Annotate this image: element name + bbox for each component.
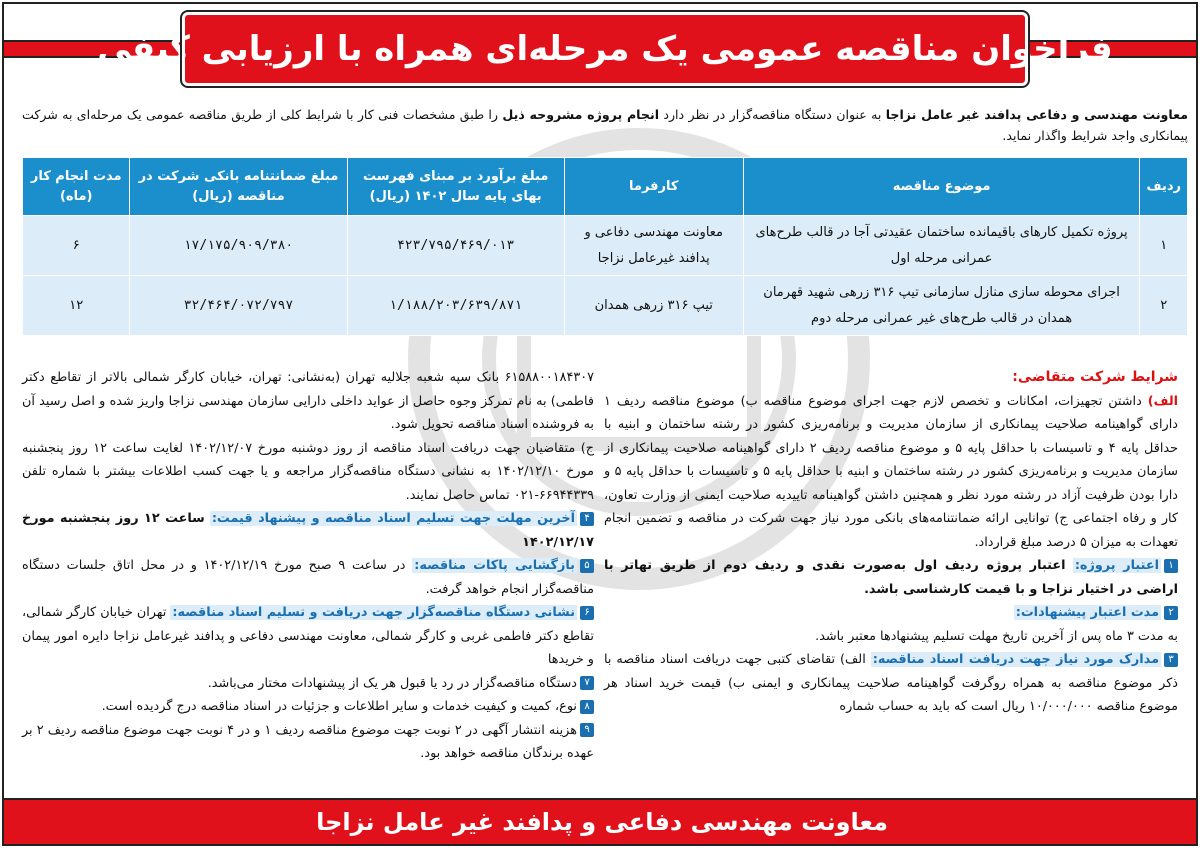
cell-estimate: ۱/۱۸۸/۲۰۳/۶۳۹/۸۷۱ (347, 276, 564, 336)
item-4-text: ساعت ۱۲ روز پنجشنبه مورخ ۱۴۰۲/۱۲/۱۷ (22, 511, 594, 550)
item-number-badge: ۳ (1164, 653, 1178, 667)
col-header-duration: مدت انجام کار (ماه) (23, 158, 130, 216)
item-1-text: اعتبار پروژه ردیف اول به‌صورت نقدی و ردیف دوم از طریق تهاتر با اراضی در اختیار نزاجا و با قیمت کارشناسی باشد. (604, 558, 1178, 597)
intro-bold2: انجام پروژه مشروحه ذیل (502, 107, 660, 122)
item-6-text: تهران خیابان کارگر شمالی، تقاطع دکتر فاطمی غربی و کارگر شمالی، معاونت مهندسی دفاعی و پدافند غیرعامل نزاجا دایره امور پیمان و خریدها (22, 605, 594, 667)
conditions-heading: شرایط شرکت متقاضی: (1012, 369, 1178, 385)
table-row (23, 216, 1188, 276)
cell-row-number: ۱ (1140, 216, 1188, 276)
item-6 (22, 601, 594, 672)
item-8-text: نوع، کمیت و کیفیت خدمات و سایر اطلاعات و جزئیات در اسناد مناقصه درج گردیده است. (101, 699, 577, 714)
item-4-label: آخرین مهلت جهت تسلیم اسناد مناقصه و پیشنهاد قیمت: (211, 511, 575, 526)
item-1 (604, 554, 1178, 601)
cell-guarantee: ۱۷/۱۷۵/۹۰۹/۳۸۰ (130, 216, 347, 276)
cell-row-number: ۲ (1140, 276, 1188, 336)
item-5 (22, 554, 594, 601)
details-column (22, 366, 594, 766)
footer-text: معاونت مهندسی دفاعی و پدافند غیر عامل نزاجا (316, 808, 888, 836)
item-number-badge: ۹ (580, 723, 594, 737)
col-header-subject: موضوع مناقصه (743, 158, 1140, 216)
intro-org: معاونت مهندسی و دفاعی پدافند غیر عامل نزاجا (885, 107, 1189, 122)
notice-frame (2, 2, 1198, 846)
conditions-alef (604, 390, 1178, 555)
alef-text: داشتن تجهیزات، امکانات و تخصص لازم جهت اجرای موضوع مناقصه ب) موضوع مناقصه ردیف ۱ دارای گواهینامه صلاحیت پیمانکاری از سازمان مدیریت و برنامه‌ریزی کشور در رشته ساختمان و ابنیه با حداقل پایه ۴ و تاسیسات با حداقل پایه ۵ و موضوع مناقصه ردیف ۲ دارای گواهینامه صلاحیت پیمانکاری از سازمان مدیریت و برنامه‌ریزی کشور در رشته ساختمان و ابنیه با حداقل پایه ۵ و تاسیسات با حداقل پایه ۵ و دارا بودن ظرفیت آزاد در رشته مورد نظر و همچنین داشتن گواهینامه تاییدیه صلاحیت ایمنی از وزارت تعاون، کار و رفاه اجتماعی ج) توانایی ارائه ضمانتنامه‌های بانکی مورد نیاز جهت شرکت در مناقصه و تضمین انجام تعهدات به میزان ۵ درصد مبلغ قرارداد. (604, 393, 1178, 550)
item-9 (22, 719, 594, 766)
item-1-label: اعتبار پروژه: (1074, 558, 1159, 573)
cell-subject: اجرای محوطه سازی منازل سازمانی تیپ ۳۱۶ زرهی شهید قهرمان همدان در قالب طرح‌های غیر عمرانی مرحله دوم (743, 276, 1140, 336)
col-header-guarantee: مبلغ ضمانتنامه بانکی شرکت در مناقصه (ریال) (130, 158, 347, 216)
cell-employer: معاونت مهندسی دفاعی و پدافند غیرعامل نزاجا (564, 216, 743, 276)
item-3 (604, 648, 1178, 719)
alef-label: الف) (1147, 393, 1179, 409)
account-paragraph: ۶۱۵۸۸۰۰۱۸۴۳۰۷ بانک سپه شعبه جلالیه تهران (به‌نشانی: تهران، خیابان کارگر شمالی بالاتر از تقاطع دکتر فاطمی) به نام تمرکز وجوه حاصل از عواید داخلی دارایی سازمان مهندسی نزاجا واریز شده و اصل رسید آن به فروشنده اسناد مناقصه تحویل شود. (22, 370, 594, 432)
item-2-text: به مدت ۳ ماه پس از آخرین تاریخ مهلت تسلیم پیشنهادها معتبر باشد. (815, 628, 1178, 644)
item-2-label: مدت اعتبار پیشنهادات: (1015, 605, 1159, 620)
col-header-employer: کارفرما (564, 158, 743, 216)
item-3-label: مدارک مورد نیاز جهت دریافت اسناد مناقصه: (872, 652, 1160, 667)
item-number-badge: ۷ (580, 676, 594, 690)
footer-bar (4, 798, 1198, 844)
documents-period-paragraph: ج) متقاضیان جهت دریافت اسناد مناقصه از روز دوشنبه مورخ ۱۴۰۲/۱۲/۰۷ لغایت ساعت ۱۲ روز پنجشنبه مورخ ۱۴۰۲/۱۲/۱۰ به نشانی دستگاه مناقصه‌گزار مراجعه و یا جهت کسب اطلاعات بیشتر با شماره تلفن ۶۶۹۴۴۳۳۹-۰۲۱ تماس حاصل نمایند. (22, 440, 595, 503)
cell-employer: تیپ ۳۱۶ زرهی همدان (564, 276, 743, 336)
item-7 (22, 672, 594, 696)
col-header-row-number: ردیف (1140, 158, 1188, 216)
item-number-badge: ۸ (580, 700, 594, 714)
banner (97, 12, 1113, 86)
item-8 (22, 695, 594, 719)
cell-estimate: ۴۲۳/۷۹۵/۴۶۹/۰۱۳ (347, 216, 564, 276)
item-7-text: دستگاه مناقصه‌گزار در رد یا قبول هر یک از پیشنهادات مختار می‌باشد. (207, 675, 577, 691)
item-9-text: هزینه انتشار آگهی در ۲ نوبت جهت موضوع مناقصه ردیف ۱ و در ۴ نوبت جهت موضوع مناقصه ردیف ۲ بر عهده برندگان مناقصه خواهد بود. (22, 722, 594, 761)
item-5-text: در ساعت ۹ صبح مورخ ۱۴۰۲/۱۲/۱۹ و در محل اتاق جلسات دستگاه مناقصه‌گزار انجام خواهد گرفت. (22, 558, 594, 597)
table-row (23, 276, 1188, 336)
table-header-row (23, 158, 1188, 216)
col-header-estimate: مبلغ برآورد بر مبنای فهرست بهای پایه سال ۱۴۰۲ (ریال) (347, 158, 564, 216)
item-6-label: نشانی دستگاه مناقصه‌گزار جهت دریافت و تسلیم اسناد مناقصه: (172, 605, 575, 620)
item-number-badge: ۶ (580, 606, 594, 620)
item-2 (604, 601, 1178, 625)
item-number-badge: ۲ (1164, 606, 1178, 620)
item-number-badge: ۱ (1164, 559, 1178, 573)
cell-guarantee: ۳۲/۴۶۴/۰۷۲/۷۹۷ (130, 276, 347, 336)
conditions-column (604, 366, 1178, 719)
banner-title: فراخوان مناقصه عمومی یک مرحله‌ای همراه با ارزیابی کیفی (97, 29, 1113, 69)
item-number-badge: ۴ (580, 512, 594, 526)
cell-duration: ۱۲ (23, 276, 130, 336)
item-4 (22, 507, 594, 554)
projects-table (22, 157, 1188, 336)
item-3-text: الف) تقاضای کتبی جهت دریافت اسناد مناقصه با ذکر موضوع مناقصه به همراه روگرفت گواهینامه صلاحیت پیمانکاری و ایمنی ب) قیمت خرید اسناد هر موضوع مناقصه ۱۰/۰۰۰/۰۰۰ ریال است که باید به حساب شماره (604, 652, 1178, 714)
cell-subject: پروژه تکمیل کارهای باقیمانده ساختمان عقیدتی آجا در قالب طرح‌های عمرانی مرحله اول (743, 216, 1140, 276)
item-number-badge: ۵ (580, 559, 594, 573)
intro-part1: به عنوان دستگاه مناقصه‌گزار در نظر دارد (659, 107, 886, 122)
item-5-label: بازگشایی پاکات مناقصه: (414, 558, 575, 573)
intro-paragraph (22, 104, 1188, 146)
cell-duration: ۶ (23, 216, 130, 276)
intro-part3: را طبق مشخصات فنی کار با شرایط کلی از طریق مناقصه عمومی یک مرحله‌ای به شرکت پیمانکاری واجد شرایط واگذار نماید. (22, 107, 1188, 143)
